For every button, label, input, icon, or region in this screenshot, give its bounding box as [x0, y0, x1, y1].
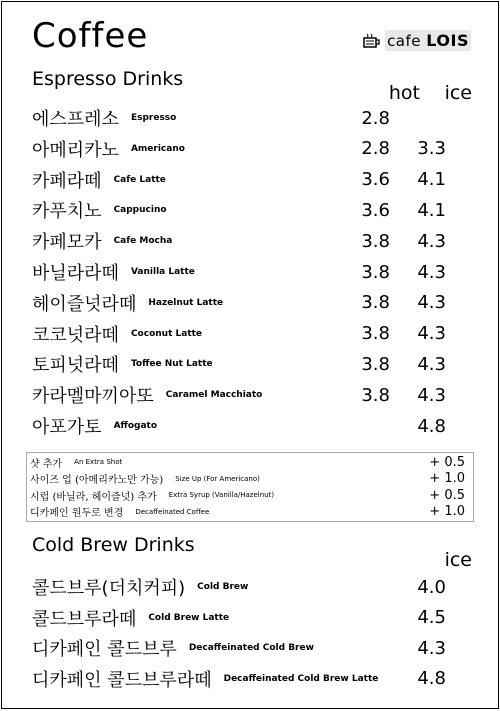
menu-item-row — [32, 103, 470, 133]
price-ice: 4.3 — [417, 637, 446, 659]
price-ice: 3.3 — [417, 138, 446, 160]
item-name-ko: 카푸치노 — [32, 201, 102, 223]
option-row — [30, 487, 465, 503]
item-name-en: Hazelnut Latte — [148, 297, 224, 308]
price-ice: 4.3 — [417, 292, 446, 314]
menu-item-row — [32, 257, 470, 287]
price-hot: 3.8 — [361, 323, 390, 345]
item-name-ko: 콜드브루라떼 — [32, 608, 137, 630]
price-ice: 4.0 — [417, 576, 446, 598]
item-name-en: Cafe Mocha — [113, 236, 173, 247]
price-ice: 4.8 — [417, 668, 446, 689]
item-name-en: Toffee Nut Latte — [130, 359, 213, 370]
option-name-ko: 사이즈 업 (아메리카노만 가능) — [30, 475, 164, 486]
item-name-ko: 헤이즐넛라떼 — [32, 293, 137, 315]
item-name-ko: 바닐라라떼 — [32, 263, 119, 284]
option-row — [30, 454, 465, 470]
item-name-ko: 코코넛라떼 — [32, 324, 119, 346]
coldbrew-item-row — [32, 633, 470, 663]
item-name-en: Cold Brew — [197, 582, 249, 592]
item-name-en: Coconut Latte — [130, 328, 203, 339]
logo-name: LOIS — [426, 31, 469, 50]
price-ice: 4.5 — [417, 607, 446, 628]
price-hot: 3.8 — [361, 261, 390, 283]
option-name-ko: 디카페인 원두로 변경 — [30, 508, 124, 519]
item-name-ko: 디카페인 콜드브루라떼 — [32, 669, 212, 691]
menu-item-row — [32, 411, 470, 441]
price-ice: 4.3 — [417, 230, 446, 252]
price-hot: 3.8 — [361, 353, 390, 375]
option-name-en: Size Up (For Americano) — [175, 474, 260, 483]
price-hot: 3.6 — [361, 169, 390, 191]
option-name-ko: 시럽 (바닐라, 헤이즐넛) 추가 — [30, 491, 157, 503]
price-hot: 2.8 — [361, 138, 390, 160]
item-name-en: Americano — [130, 143, 185, 154]
item-name-ko: 콜드브루(더치커피) — [32, 578, 186, 599]
hot-column-header: hot — [388, 82, 420, 104]
menu-item-row — [32, 288, 470, 318]
menu-page — [1, 1, 499, 709]
item-name-ko: 카페라떼 — [32, 170, 102, 192]
coldbrew-ice-column-header: ice — [444, 549, 472, 571]
option-price: + 1.0 — [429, 471, 465, 486]
price-hot: 3.8 — [361, 384, 390, 406]
option-row — [30, 471, 465, 487]
item-name-en: Cappucino — [113, 205, 167, 216]
coldbrew-item-row — [32, 664, 470, 694]
item-name-ko: 토피넛라떼 — [32, 355, 119, 377]
item-name-en: Affogato — [113, 421, 158, 431]
price-hot: 2.8 — [361, 107, 390, 129]
menu-item-row — [32, 134, 470, 164]
page-title: Coffee — [32, 16, 149, 56]
option-price: + 0.5 — [429, 487, 465, 503]
item-name-en: Vanilla Latte — [130, 267, 195, 277]
option-name-en: Decaffeinated Coffee — [135, 507, 210, 516]
price-hot: 3.8 — [361, 292, 390, 314]
price-ice: 4.8 — [417, 415, 446, 437]
item-name-en: Espresso — [130, 113, 177, 123]
coldbrew-item-row — [32, 603, 470, 633]
price-ice: 4.3 — [417, 353, 446, 375]
ice-column-header: ice — [444, 82, 472, 104]
logo-text — [385, 30, 471, 51]
menu-item-row — [32, 380, 470, 410]
menu-item-row — [32, 165, 470, 195]
item-name-en: Decaffeinated Cold Brew — [188, 643, 314, 653]
option-price: + 1.0 — [429, 504, 465, 519]
item-name-en: Cold Brew Latte — [148, 612, 230, 623]
item-name-en: Decaffeinated Cold Brew Latte — [223, 673, 379, 684]
price-hot: 3.6 — [361, 199, 390, 221]
coffee-cup-icon — [363, 33, 381, 49]
item-name-ko: 카페모카 — [32, 232, 102, 254]
coldbrew-item-row — [32, 572, 470, 602]
price-ice: 4.1 — [417, 169, 446, 191]
item-name-en: Cafe Latte — [113, 174, 166, 185]
option-name-ko: 샷 추가 — [30, 458, 63, 470]
price-ice: 4.3 — [417, 261, 446, 283]
item-name-ko: 카라멜마끼아또 — [32, 386, 154, 408]
price-hot: 3.8 — [361, 230, 390, 252]
price-ice: 4.1 — [417, 199, 446, 221]
menu-item-row — [32, 226, 470, 256]
price-ice: 4.3 — [417, 323, 446, 345]
menu-item-row — [32, 319, 470, 349]
menu-item-row — [32, 195, 470, 225]
cafe-logo — [363, 30, 471, 51]
menu-item-row — [32, 349, 470, 379]
coldbrew-section-title: Cold Brew Drinks — [32, 534, 195, 556]
item-name-ko: 에스프레소 — [32, 109, 119, 130]
item-name-ko: 아메리카노 — [32, 139, 119, 161]
option-price: + 0.5 — [429, 454, 465, 470]
option-name-en: Extra Syrup (Vanilla/Hazelnut) — [168, 491, 275, 499]
item-name-en: Caramel Macchiato — [165, 390, 263, 401]
option-row — [30, 504, 465, 520]
extra-options-box — [26, 452, 474, 522]
item-name-ko: 디카페인 콜드브루 — [32, 639, 177, 660]
option-name-en: An Extra Shot — [74, 458, 123, 466]
logo-prefix: cafe — [387, 32, 422, 50]
item-name-ko: 아포가토 — [32, 417, 102, 438]
espresso-section-title: Espresso Drinks — [32, 68, 184, 90]
price-ice: 4.3 — [417, 384, 446, 406]
